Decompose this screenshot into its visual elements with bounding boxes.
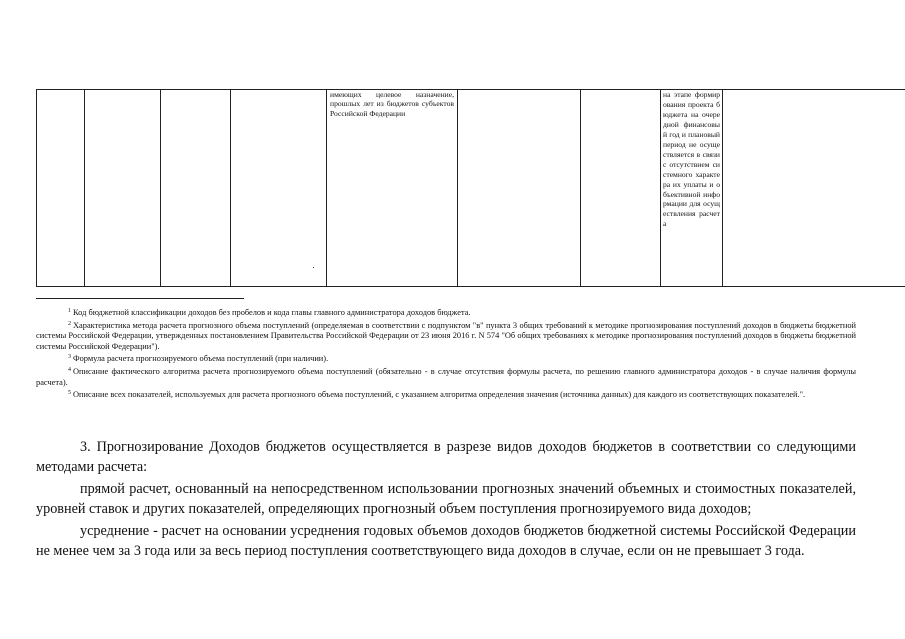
footnote-2 xyxy=(36,319,856,353)
table-row xyxy=(37,90,905,287)
table-cell-empty xyxy=(458,90,581,287)
footnote-1 xyxy=(36,306,856,319)
paragraph-direct-calculation: прямой расчет, основанный на непосредственном использовании прогнозных значений объемных и стоимостных показателей, уровней ставок и других показателей, определяющих прогнозный объем поступления прогнозируемого вида доходов; xyxy=(36,481,856,517)
table-cell-empty xyxy=(85,90,161,287)
table-cell-calculation-note: на этапе формирования проекта бюджета на очередной финансовый год и плановый период не осуществляется в связи с отсутствием системного характера их уплаты и объективной информации для осуществления расчета xyxy=(661,90,723,287)
footnote-4 xyxy=(36,365,856,388)
footnote-text: Код бюджетной классификации доходов без пробелов и кода главы главного администратора доходов бюджета. xyxy=(73,308,471,317)
footnote-separator xyxy=(36,298,244,299)
table-cell-empty xyxy=(723,90,905,287)
table-cell-revenue-description: имеющих целевое назначение, прошлых лет из бюджетов субъектов Российской Федерации xyxy=(327,90,458,287)
footnote-text: Описание всех показателей, используемых для расчета прогнозного объема поступлений, с указанием алгоритма определения значения (источника данных) для каждого из соответствующих показателей.". xyxy=(73,390,806,400)
paragraph-averaging: усреднение - расчет на основании усреднения годовых объемов доходов бюджетов бюджетной системы Российской Федерации не менее чем за 3 года или за весь период поступления соответствующего вида доходов в случае, если он не превышает 3 года. xyxy=(36,523,856,559)
footnote-mark: 3 xyxy=(68,354,71,361)
table-cell-empty xyxy=(161,90,231,287)
footnote-text: Формула расчета прогнозируемого объема поступлений (при наличии). xyxy=(73,354,329,364)
footnotes xyxy=(36,306,856,401)
scan-speck xyxy=(313,267,314,268)
footnote-5 xyxy=(36,388,856,401)
footnote-3 xyxy=(36,352,856,365)
table-cell-empty xyxy=(231,90,327,287)
footnote-mark: 2 xyxy=(68,320,71,327)
revenue-methods-table-fragment xyxy=(36,89,905,287)
footnote-text: Описание фактического алгоритма расчета прогнозируемого объема поступлений (обязательно - в случае отсутствия формулы расчета, по решению главного администратора доходов - в случае наличия формулы расчета). xyxy=(36,366,856,387)
table-cell-empty xyxy=(581,90,661,287)
table-cell-empty xyxy=(37,90,85,287)
footnote-text: Характеристика метода расчета прогнозного объема поступлений (определяемая в соответствии с подпунктом "в" пункта 3 общих требований к методике прогнозирования поступлений доходов в бюджеты бюджетной системы Российской Федерации, утвержденных постановлением Правительства Российской Федерации от 23 июня 2016 г. N 574 "Об общих требованиях к методике прогнозирования поступлений доходов в бюджеты бюджетной системы Российской Федерации"). xyxy=(36,320,856,351)
main-text xyxy=(36,437,856,563)
footnote-mark: 1 xyxy=(68,308,71,314)
paragraph-forecasting-methods: 3. Прогнозирование Доходов бюджетов осуществляется в разрезе видов доходов бюджетов в соответствии со следующими методами расчета: xyxy=(36,439,856,475)
footnote-mark: 5 xyxy=(68,390,71,397)
footnote-mark: 4 xyxy=(68,366,71,373)
